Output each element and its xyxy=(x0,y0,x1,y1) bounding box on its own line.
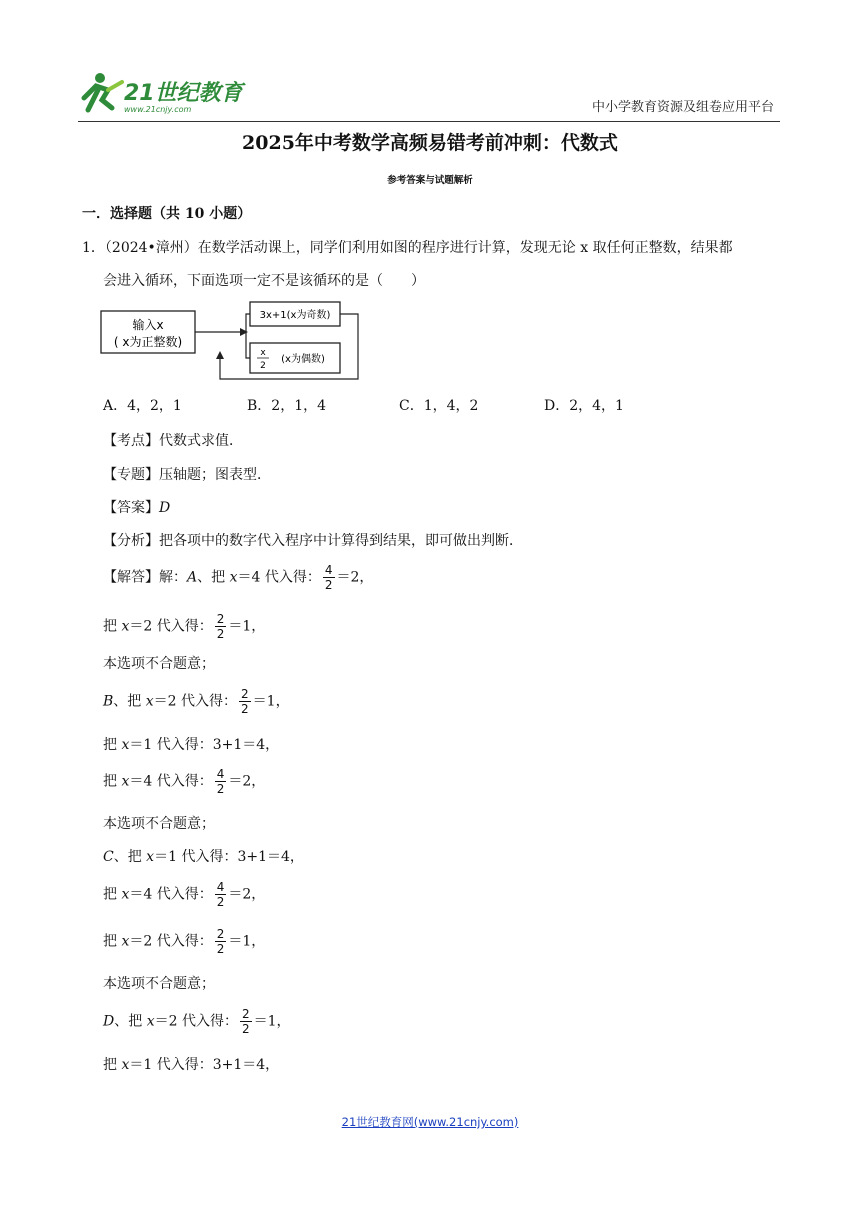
solution-line: B、把 x＝2 代入得： $\frac{2}{2}$ ＝1， xyxy=(103,687,290,716)
svg-text:3x+1(x为奇数): 3x+1(x为奇数) xyxy=(259,310,331,321)
not-fit-line: 本选项不合题意； xyxy=(103,656,215,672)
solution-line: 把 x＝1 代入得：3+1＝4， xyxy=(103,1057,280,1073)
solution-line: D、把 x＝2 代入得： $\frac{2}{2}$ ＝1， xyxy=(103,1007,291,1036)
svg-text:21世纪教育: 21世纪教育 xyxy=(124,81,243,106)
svg-text:( x为正整数): ( x为正整数) xyxy=(113,335,183,349)
fraction: $\frac{2}{2}$ xyxy=(241,1007,250,1036)
svg-text:输入x: 输入x xyxy=(132,318,164,332)
fraction: $\frac{4}{2}$ xyxy=(216,767,225,796)
fraction: $\frac{2}{2}$ xyxy=(216,927,225,956)
option-d: D．2，4，1 xyxy=(544,398,624,414)
site-logo xyxy=(78,68,248,118)
fraction: $\frac{2}{2}$ xyxy=(241,687,249,716)
svg-text:x: x xyxy=(260,348,266,358)
program-flowchart xyxy=(100,299,366,381)
page-title: 2025年中考数学高频易错考前冲刺：代数式 xyxy=(242,132,618,154)
fenxi-line: 【分析】把各项中的数字代入程序中计算得到结果，即可做出判断． xyxy=(103,533,523,549)
svg-text:(x为偶数): (x为偶数) xyxy=(281,354,325,365)
solution-line: C、把 x＝1 代入得：3+1＝4， xyxy=(103,849,304,865)
solution-line: 把 x＝1 代入得：3+1＝4， xyxy=(103,737,280,753)
not-fit-line: 本选项不合题意； xyxy=(103,816,215,832)
section-heading: 一．选择题（共 10 小题） xyxy=(82,206,252,222)
solution-line: 【解答】解：A、把 x＝4 代入得： $\frac{4}{2}$ ＝2， xyxy=(103,563,374,592)
page-subtitle: 参考答案与试题解析 xyxy=(387,175,473,186)
footer-link[interactable]: 21世纪教育网(www.21cnjy.com) xyxy=(341,1115,519,1129)
option-a: A．4，2，1 xyxy=(103,398,182,414)
kaodian-line: 【考点】代数式求值． xyxy=(103,433,243,449)
answer-value: D xyxy=(159,500,171,516)
solution-line: 把 x＝2 代入得： $\frac{2}{2}$ ＝1， xyxy=(103,927,266,956)
solution-line: 把 x＝4 代入得： $\frac{4}{2}$ ＝2， xyxy=(103,880,266,909)
svg-text:www.21cnjy.com: www.21cnjy.com xyxy=(124,105,192,114)
fraction: $\frac{2}{2}$ xyxy=(216,612,225,641)
solution-line: 把 x＝4 代入得： $\frac{4}{2}$ ＝2， xyxy=(103,767,266,796)
solution-line: 把 x＝2 代入得： $\frac{2}{2}$ ＝1， xyxy=(103,612,266,641)
answer-line: 【答案】D xyxy=(103,500,171,516)
question-text-line2: 会进入循环，下面选项一定不是该循环的是（ ） xyxy=(103,273,425,289)
zhuanti-line: 【专题】压轴题；图表型． xyxy=(103,467,271,483)
option-b: B．2，1，4 xyxy=(247,398,327,414)
option-c: C．1，4，2 xyxy=(399,398,479,414)
platform-name: 中小学教育资源及组卷应用平台 xyxy=(591,100,774,115)
header-divider xyxy=(78,121,780,122)
not-fit-line: 本选项不合题意； xyxy=(103,976,215,992)
question-text-line1: 1．（2024•漳州）在数学活动课上，同学们利用如图的程序进行计算，发现无论 x 取任何正整数，结果都 xyxy=(82,240,733,256)
svg-text:2: 2 xyxy=(260,361,266,371)
fraction: $\frac{4}{2}$ xyxy=(324,563,333,592)
fraction: $\frac{4}{2}$ xyxy=(216,880,225,909)
